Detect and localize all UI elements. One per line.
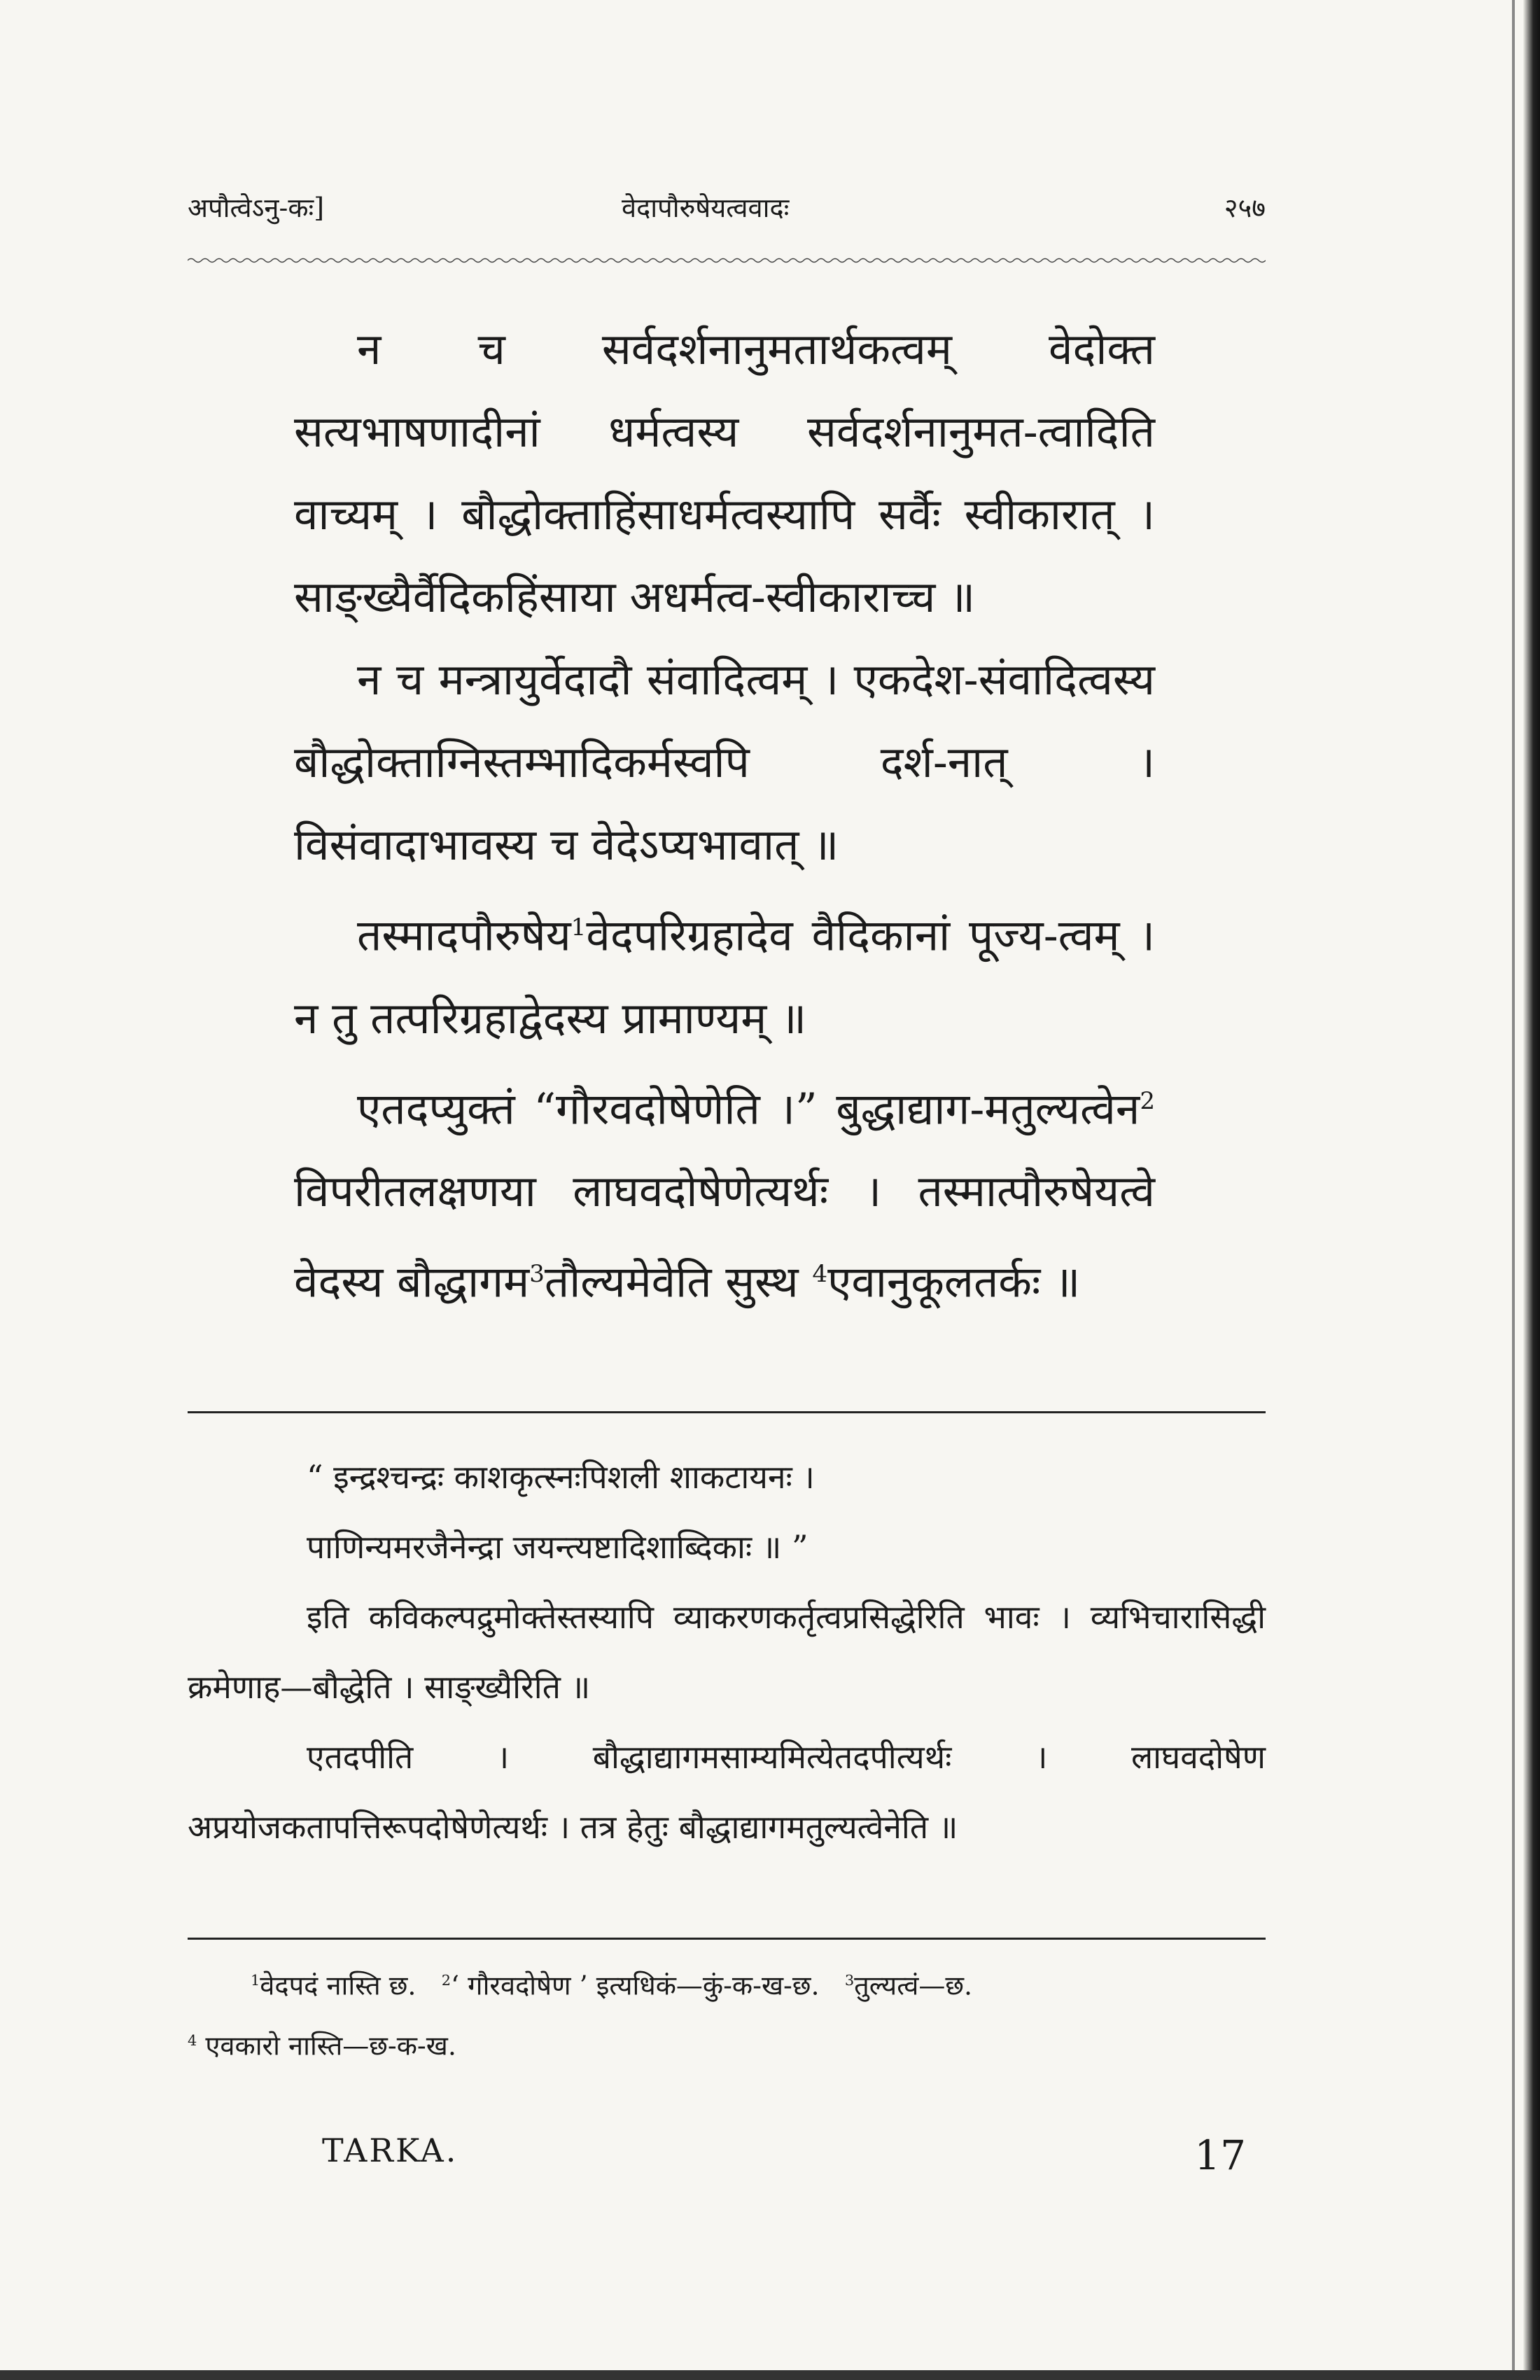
header-wavy-rule — [188, 255, 1266, 265]
page-number: २५७ — [1224, 192, 1266, 223]
main-paragraph: न च सर्वदर्शनानुमतार्थकत्वम् वेदोक्त सत्यभाषणादीनां धर्मत्वस्य सर्वदर्शनानुमत-त्वादिति वाच्यम् । बौद्धोक्ताहिंसाधर्मत्वस्यापि सर्वैः स्वीकारात् । साङ्ख्यैर्वैदिकहिंसाया अधर्मत्व-स्वीकाराच्च ॥ — [294, 323, 1155, 622]
footnote-text: ‘ गौरवदोषेण ’ इत्यधिकं—कुं-क-ख-छ. — [451, 1970, 820, 2001]
page-edge-line — [1512, 0, 1515, 2380]
main-paragraph — [294, 886, 1155, 1060]
header-section-ref: अपौत्वेऽनु-कः] — [188, 192, 325, 223]
footnote-text: तुल्यत्वं—छ. — [854, 1970, 973, 2001]
text-run: तौल्यमेवेति सुस्थ — [544, 1256, 813, 1308]
text-run: एतदप्युक्तं “गौरवदोषेणेति ।” बुद्धाद्याग-मतुल्यत्वेन — [357, 1083, 1140, 1135]
commentary — [188, 1442, 1266, 1862]
text-run: एवानुकूलतर्कः ॥ — [827, 1256, 1081, 1308]
text-run: वेदपरिग्रहादेव वैदिकानां पूज्य-त्वम् । न तु तत्परिग्रहाद्वेदस्य प्रामाण्यम् ॥ — [294, 909, 1155, 1044]
page-bottom-edge — [0, 2370, 1540, 2380]
commentary-paragraph: एतदपीति । बौद्धाद्यागमसाम्यमित्येतदपीत्यर्थः । लाघवदोषेण अप्रयोजकतापत्तिरूपदोषेणेत्यर्थः । तत्र हेतुः बौद्धाद्यागमतुल्यत्वेनेति ॥ — [188, 1738, 1266, 1846]
header-title: वेदापौरुषेयत्ववादः — [622, 192, 790, 223]
commentary-paragraph: इति कविकल्पद्रुमोक्तेस्तस्यापि व्याकरणकर्तृत्वप्रसिद्धेरिति भावः । व्यभिचारासिद्धी क्रमेणाह—बौद्धेति । साङ्ख्यैरिति ॥ — [188, 1598, 1266, 1706]
footnote-text: एवकारो नास्ति—छ-क-ख. — [205, 2030, 456, 2062]
text-run: विपरीतलक्षणया लाघवदोषेणेत्यर्थः । तस्मात्पौरुषेयत्वे वेदस्य बौद्धागम — [294, 1166, 1155, 1308]
footnote-number: 1 — [251, 1972, 260, 1989]
footnote-number: 3 — [844, 1972, 855, 1989]
sheet-number: 17 — [1194, 2132, 1246, 2179]
text-run: तस्मादपौरुषेय — [357, 909, 571, 961]
footnotes — [188, 1953, 1280, 2073]
signature-mark: TARKA. — [322, 2132, 458, 2169]
verse-line: “ इन्द्रश्चन्द्रः काशकृत्स्नःपिशली शाकटायनः । — [307, 1458, 815, 1496]
footnote-ref: 2 — [1140, 1086, 1155, 1115]
main-text — [294, 308, 1155, 1324]
footnote-ref: 4 — [812, 1260, 828, 1289]
page-footer — [322, 2132, 1246, 2188]
footnote-text: वेदपदं नास्ति छ. — [260, 1970, 416, 2001]
verse-line: पाणिन्यमरजैनेन्द्रा जयन्त्यष्टादिशाब्दिकाः ॥ ” — [307, 1528, 808, 1566]
main-paragraph: न च मन्त्रायुर्वेदादौ संवादित्वम् । एकदेश-संवादित्वस्य बौद्धोक्ताग्निस्तम्भादिकर्मस्वपि दर्श-नात् । विसंवादाभावस्य च वेदेऽप्यभावात् ॥ — [294, 654, 1155, 870]
running-header — [188, 189, 1266, 231]
main-paragraph — [294, 1060, 1155, 1324]
footnote-divider — [188, 1938, 1266, 1940]
footnote-ref: 3 — [529, 1260, 545, 1289]
page-binding-edge — [1523, 0, 1540, 2380]
footnote-ref: 1 — [570, 913, 587, 941]
footnote-line — [188, 1953, 1280, 2013]
footnote-line — [188, 2013, 1280, 2073]
footnote-number: 4 — [188, 2031, 197, 2049]
commentary-divider — [188, 1411, 1266, 1413]
footnote-number: 2 — [441, 1972, 451, 1989]
